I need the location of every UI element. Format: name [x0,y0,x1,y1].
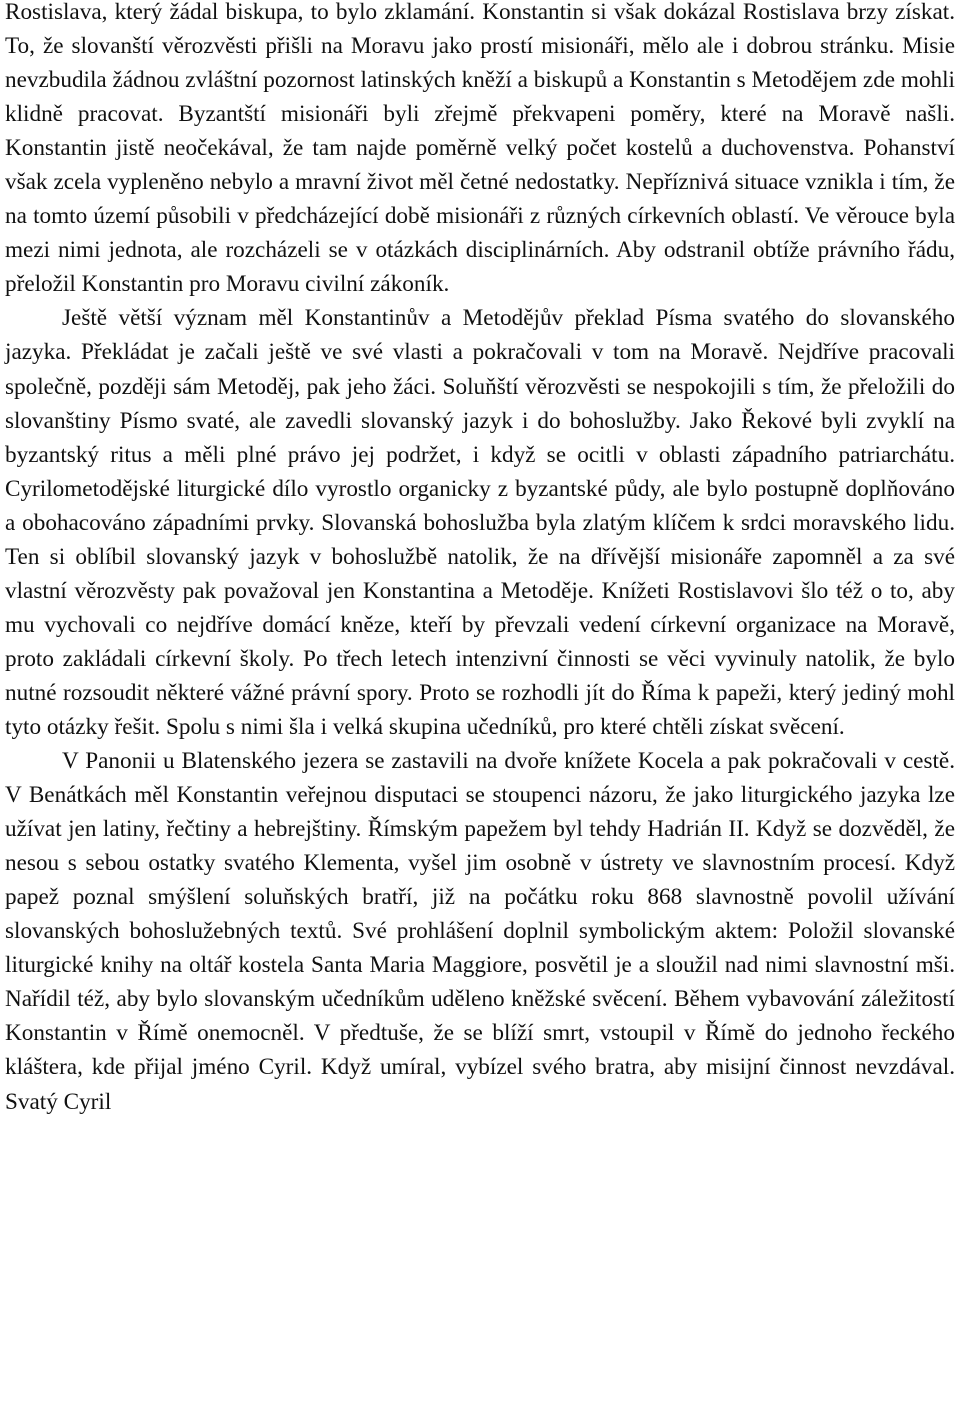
paragraph-2: Ještě větší význam měl Konstantinův a Metodějův překlad Písma svatého do slovanského jazyka. Překládat je začali ještě ve své vlasti a pokračovali v tom na Moravě. Nejdříve pracovali společně, později sám Metoděj, pak jeho žáci. Soluňští věrozvěsti se nespokojili s tím, že přeložili do slovanštiny Písmo svaté, ale zavedli slovanský jazyk i do bohoslužby. Jako Řekové byli zvyklí na byzantský ritus a měli plné právo jej podržet, i když se ocitli v oblasti západního patriarchátu. Cyrilometodějské liturgické dílo vyrostlo organicky z byzantské půdy, ale bylo postupně doplňováno a obohacováno západními prvky. Slovanská bohoslužba byla zlatým klíčem k srdci moravského lidu. Ten si oblíbil slovanský jazyk v bohoslužbě natolik, že na dřívější misionáře zapomněl a za své vlastní věrozvěsty pak považoval jen Konstantina a Metoděje. Knížeti Rostislavovi šlo též o to, aby mu vychovali co nejdříve domácí kněze, kteří by převzali vedení církevní organizace na Moravě, proto zakládali církevní školy. Po třech letech intenzivní činnosti se věci vyvinuly natolik, že bylo nutné rozsoudit některé vážné právní spory. Proto se rozhodli jít do Říma k papeži, který jediný mohl tyto otázky řešit. Spolu s nimi šla i velká skupina učedníků, pro které chtěli získat svěcení. [5,305,955,740]
paragraph-1: Rostislava, který žádal biskupa, to bylo zklamání. Konstantin si však dokázal Rostislava brzy získat. To, že slovanští věrozvěsti přišli na Moravu jako prostí misionáři, mělo ale i dobrou stránku. Misie nevzbudila žádnou zvláštní pozornost latinských kněží a biskupů a Konstantin s Metodějem zde mohli klidně pracovat. Byzantští misionáři byli zřejmě překvapeni poměry, které na Moravě našli. Konstantin jistě neočekával, že tam najde poměrně velký počet kostelů a duchovenstva. Pohanství však zcela vypleněno nebylo a mravní život měl četné nedostatky. Nepříznivá situace vznikla i tím, že na tomto území působili v předcházející době misionáři z různých církevních oblastí. Ve věrouce byla mezi nimi jednota, ale rozcházeli se v otázkách disciplinárních. Aby odstranil obtíže právního řádu, přeložil Konstantin pro Moravu civilní zákoník. [5,0,955,298]
paragraph-3: V Panonii u Blatenského jezera se zastavili na dvoře knížete Kocela a pak pokračovali v cestě. V Benátkách měl Konstantin veřejnou disputaci se stoupenci názoru, že jako liturgického jazyka lze užívat jen latiny, řečtiny a hebrejštiny. Římským papežem byl tehdy Hadrián II. Když se dozvěděl, že nesou s sebou ostatky svatého Klementa, vyšel jim osobně v ústrety ve slavnostním procesí. Když papež poznal smýšlení soluňských bratří, již na počátku roku 868 slavnostně povolil užívání slovanských bohoslužebných textů. Své prohlášení doplnil symbolickým aktem: Položil slovanské liturgické knihy na oltář kostela Santa Maria Maggiore, posvětil je a sloužil nad nimi slavnostní mši. Nařídil též, aby bylo slovanským učedníkům uděleno kněžské svěcení. Během vybavování záležitostí Konstantin v Římě onemocněl. V předtuše, že se blíží smrt, vstoupil v Římě do jednoho řeckého kláštera, kde přijal jméno Cyril. Když umíral, vybízel svého bratra, aby misijní činnost nevzdával. Svatý Cyril [5,748,955,1115]
